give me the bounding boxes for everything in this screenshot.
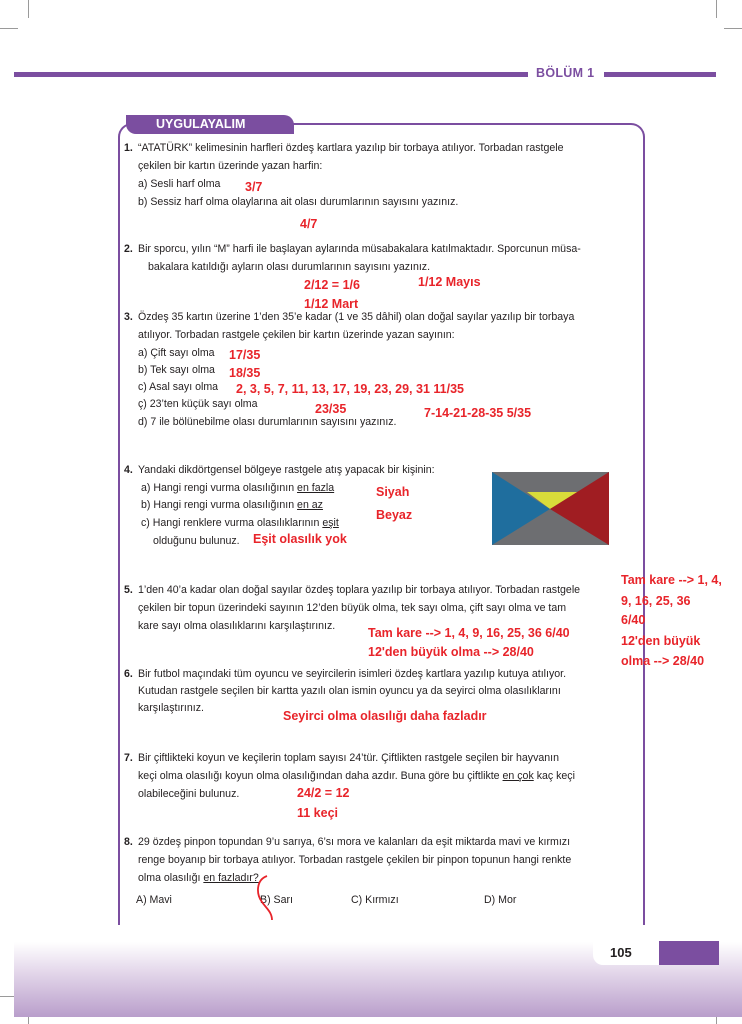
handwritten-answer: olma --> 28/40 xyxy=(621,654,705,668)
q2-text: bakalara katıldığı ayların olası durumlarının sayısını yazınız. xyxy=(148,261,431,273)
q8-option-b: B) Sarı xyxy=(260,894,293,906)
q1-text: “ATATÜRK” kelimesinin harfleri özdeş kartlara yazılıp bir torbaya atılıyor. Torbadan rastgele xyxy=(138,142,564,154)
q8-text: 29 özdeş pinpon topundan 9’u sarıya, 6’sı mora ve kalanları da eşit miktarda mavi ve kırmızı xyxy=(138,836,571,848)
q8-option-d: D) Mor xyxy=(484,894,517,906)
q7-text: olabileceğini bulunuz. xyxy=(138,788,240,800)
handwritten-answer: 23/35 xyxy=(315,402,347,416)
q2-number: 2. xyxy=(124,243,133,255)
q4-option-c-underlined: eşit xyxy=(322,517,339,529)
colored-rectangle-figure xyxy=(492,472,609,545)
crop-mark xyxy=(28,0,29,18)
q6-text: Bir futbol maçındaki tüm oyuncu ve seyircilerin isimleri özdeş kartlara yazılıp kutuya atılıyor. xyxy=(138,668,567,680)
crop-mark xyxy=(716,0,717,18)
q4-option-c-text: c) Hangi renklere vurma olasılıklarının xyxy=(141,517,323,529)
handwritten-answer: 9, 16, 25, 36 xyxy=(621,594,691,608)
q7-text-part: kaç keçi xyxy=(533,770,575,782)
q5-text: çekilen bir topun üzerindeki sayının 12’den büyük olma, tek sayı olma, çift sayı olma ve tam xyxy=(138,602,567,614)
q4-number: 4. xyxy=(124,464,133,476)
handwritten-answer: 17/35 xyxy=(229,348,261,362)
page-number: 105 xyxy=(610,945,632,960)
q3-number: 3. xyxy=(124,311,133,323)
handwritten-answer: 6/40 xyxy=(621,613,646,627)
q7-number: 7. xyxy=(124,752,133,764)
handwritten-answer: 24/2 = 12 xyxy=(297,786,350,800)
q7-text: Bir çiftlikteki koyun ve keçilerin toplam sayısı 24’tür. Çiftlikten rastgele seçilen bir hayvanın xyxy=(138,752,559,764)
q7-text-part: keçi olma olasılığı koyun olma olasılığından daha azdır. Buna göre bu çiftlikte xyxy=(138,770,503,782)
handwritten-answer: 12'den büyük xyxy=(621,634,701,648)
q1-text: çekilen bir kartın üzerinde yazan harfin: xyxy=(138,160,323,172)
header-rule-right xyxy=(604,72,716,77)
q6-number: 6. xyxy=(124,668,133,680)
handwritten-answer: Tam kare --> 1, 4, xyxy=(621,573,722,587)
handwritten-answer: 2/12 = 1/6 xyxy=(304,278,360,292)
q8-number: 8. xyxy=(124,836,133,848)
q6-text: Kutudan rastgele seçilen bir kartta yazılı olan ismin oyuncu ya da seyirci olma olasılıklarını xyxy=(138,685,561,697)
q4-text: Yandaki dikdörtgensel bölgeye rastgele atış yapacak bir kişinin: xyxy=(138,464,435,476)
handwritten-answer: Beyaz xyxy=(376,508,413,522)
q7-underlined: en çok xyxy=(502,770,534,782)
q1-option-b: b) Sessiz harf olma olaylarına ait olası durumlarının sayısını yazınız. xyxy=(138,196,459,208)
handwritten-circle-mark xyxy=(250,872,280,924)
crop-mark xyxy=(724,28,742,29)
q3-option-b: b) Tek sayı olma xyxy=(138,364,215,376)
q2-text: Bir sporcu, yılın “M” harfi ile başlayan aylarında müsabakalara katılmaktadır. Sporcunun müsa- xyxy=(138,243,581,255)
handwritten-answer: Siyah xyxy=(376,485,410,499)
q4-option-a xyxy=(141,482,334,495)
q3-option-cc: ç) 23’ten küçük sayı olma xyxy=(138,398,258,410)
q8-option-c: C) Kırmızı xyxy=(351,894,399,906)
page-number-accent xyxy=(659,941,719,965)
handwritten-answer: 11 keçi xyxy=(297,806,339,820)
q5-text: kare sayı olma olasılıklarını karşılaştırınız. xyxy=(138,620,336,632)
handwritten-answer: 18/35 xyxy=(229,366,261,380)
q4-option-b-text: b) Hangi rengi vurma olasılığının xyxy=(141,499,298,511)
crop-mark xyxy=(0,28,18,29)
q4-option-c xyxy=(141,517,339,530)
q3-option-c: c) Asal sayı olma xyxy=(138,381,219,393)
handwritten-answer: 4/7 xyxy=(300,217,318,231)
handwritten-answer: 1/12 Mart xyxy=(304,297,359,311)
q4-option-b-underlined: en az xyxy=(297,499,323,511)
header-rule xyxy=(14,72,528,77)
handwritten-answer: Tam kare --> 1, 4, 9, 16, 25, 36 6/40 xyxy=(368,626,570,640)
handwritten-answer: 3/7 xyxy=(245,180,263,194)
q3-option-d: d) 7 ile bölünebilme olası durumlarının sayısını yazınız. xyxy=(138,416,397,428)
q8-text xyxy=(138,872,259,885)
q8-text-part: olma olasılığı xyxy=(138,872,204,884)
q8-text: renge boyanıp bir torbaya atılıyor. Torbadan rastgele çekilen bir pinpon topunun hangi renkte xyxy=(138,854,572,866)
handwritten-answer: 1/12 Mayıs xyxy=(418,275,481,289)
q1-number: 1. xyxy=(124,142,133,154)
handwritten-answer: 7-14-21-28-35 5/35 xyxy=(424,406,532,420)
q4-option-b xyxy=(141,499,323,512)
q3-text: Özdeş 35 kartın üzerine 1’den 35’e kadar (1 ve 35 dâhil) olan doğal sayılar yazılıp bir torbaya xyxy=(138,311,575,323)
q7-text xyxy=(138,770,575,783)
q3-option-a: a) Çift sayı olma xyxy=(138,347,215,359)
box-title: UYGULAYALIM xyxy=(126,115,294,134)
q1-option-a: a) Sesli harf olma xyxy=(138,178,221,190)
handwritten-answer: 2, 3, 5, 7, 11, 13, 17, 19, 23, 29, 31 11/35 xyxy=(236,382,464,396)
q4-option-a-underlined: en fazla xyxy=(297,482,335,494)
q3-text: atılıyor. Torbadan rastgele çekilen bir kartın üzerinde yazan sayının: xyxy=(138,329,455,341)
q4-option-a-text: a) Hangi rengi vurma olasılığının xyxy=(141,482,298,494)
q5-number: 5. xyxy=(124,584,133,596)
q5-text: 1’den 40’a kadar olan doğal sayılar özdeş toplara yazılıp bir torbaya atılıyor. Torbadan rastgele xyxy=(138,584,581,596)
q4-option-c-cont: olduğunu bulunuz. xyxy=(153,535,240,547)
q6-text: karşılaştırınız. xyxy=(138,702,204,714)
q8-underlined: en fazladır? xyxy=(203,872,259,884)
handwritten-answer: Seyirci olma olasılığı daha fazladır xyxy=(283,709,487,723)
q8-option-a: A) Mavi xyxy=(136,894,172,906)
handwritten-answer: Eşit olasılık yok xyxy=(253,532,347,546)
handwritten-answer: 12'den büyük olma --> 28/40 xyxy=(368,645,534,659)
section-title: BÖLÜM 1 xyxy=(536,66,595,80)
